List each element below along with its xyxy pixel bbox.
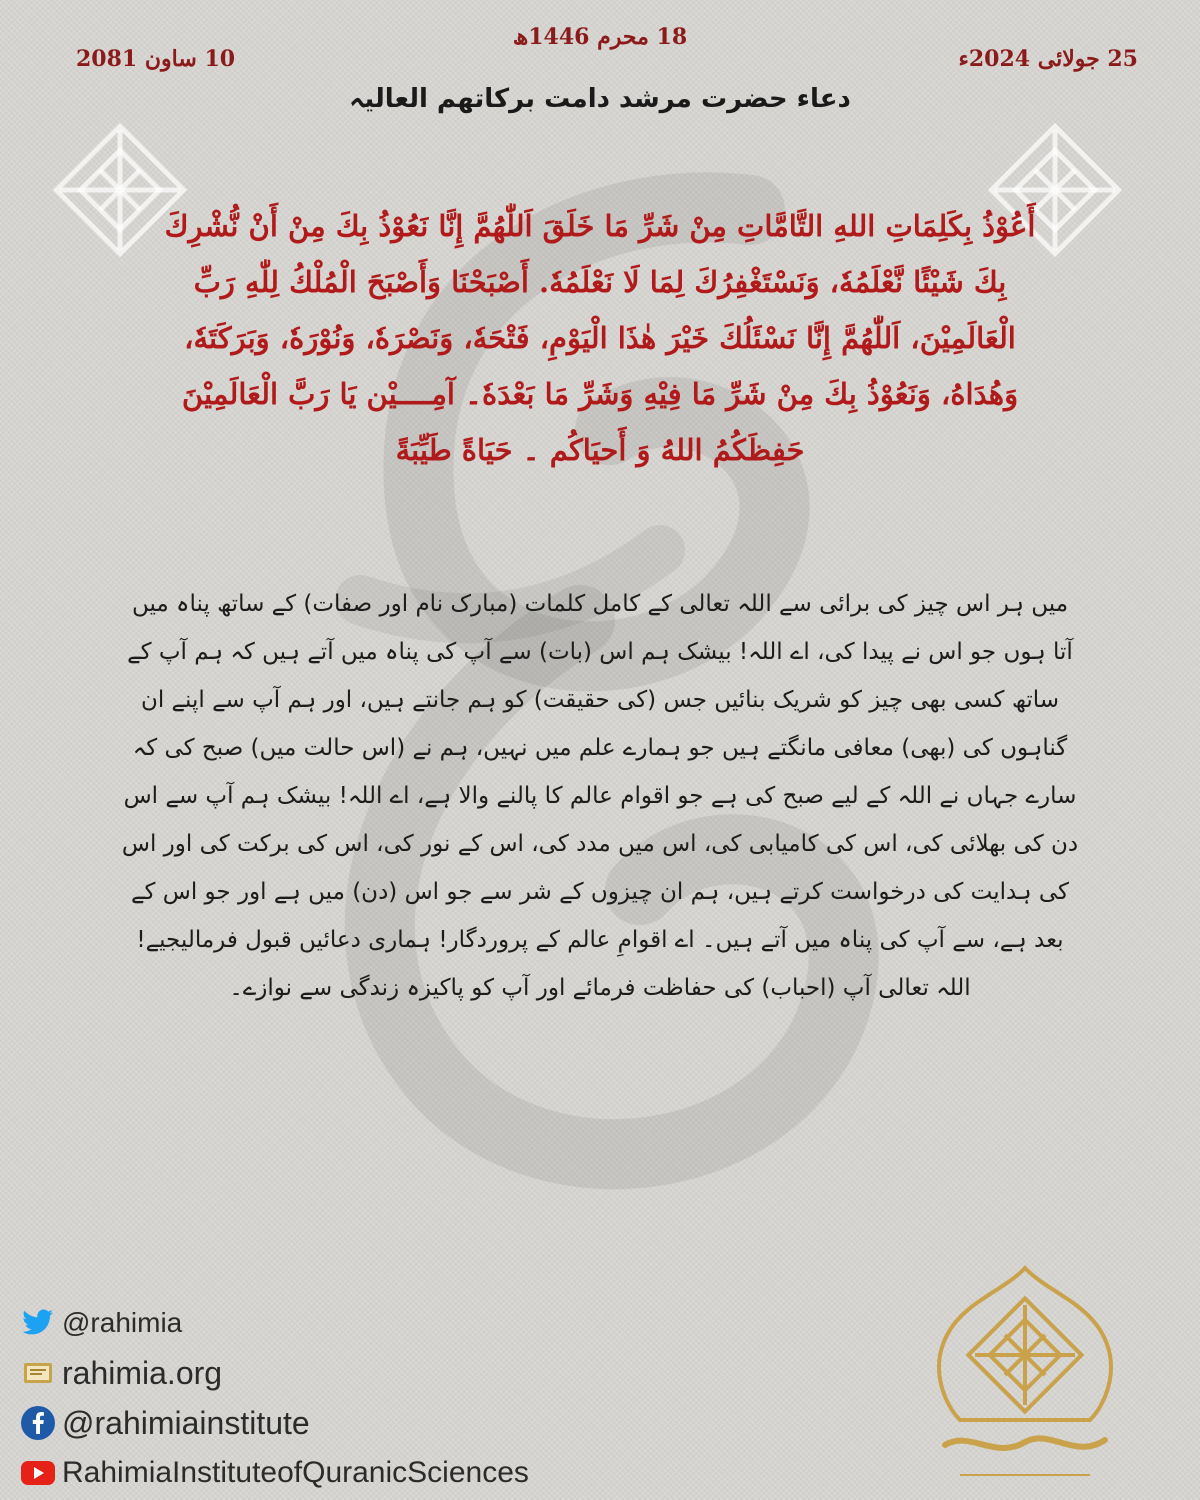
twitter-icon xyxy=(20,1305,56,1341)
youtube-icon xyxy=(20,1455,56,1491)
dua-arabic-text: أَعُوْذُ بِكَلِمَاتِ اللهِ التَّامَّاتِ مِنْ شَرِّ مَا خَلَقَ اَللّٰهُمَّ إِنَّا نَعُوْذُ بِكَ مِنْ أَنْ نُّشْرِكَ بِكَ شَيْئًا نَّعْلَمُهٗ، وَنَسْتَغْفِرُكَ لِمَا لَا نَعْلَمُهٗ. أَصْبَحْنَا وَأَصْبَحَ الْمُلْكُ لِلّٰهِ رَبِّ الْعَالَمِيْنَ، اَللّٰهُمَّ إِنَّا نَسْئَلُكَ خَيْرَ هٰذَا الْيَوْمِ، فَتْحَهٗ، وَنَصْرَهٗ، وَنُوْرَهٗ، وَبَرَكَتَهٗ، وَهُدَاهُ، وَنَعُوْذُ بِكَ مِنْ شَرِّ مَا فِيْهِ وَشَرِّ مَا بَعْدَهٗ۔ آمِــــيْن يَا رَبَّ الْعَالَمِيْنَ حَفِظَكُمُ اللهُ وَ أَحيَاكُم ۔ حَيَاةً طَيِّبَةً xyxy=(164,209,1036,467)
web-icon xyxy=(20,1355,56,1391)
website-link[interactable] xyxy=(20,1350,720,1396)
social-links xyxy=(20,1300,720,1500)
gregorian-date: 25 جولائی 2024ء xyxy=(958,46,1138,72)
rahimia-logo xyxy=(900,1260,1150,1495)
website-url: rahimia.org xyxy=(62,1354,223,1391)
bikrami-date: 10 ساون 2081 xyxy=(76,46,236,72)
twitter-link[interactable] xyxy=(20,1300,720,1346)
facebook-icon xyxy=(20,1405,56,1441)
facebook-link[interactable] xyxy=(20,1400,720,1446)
twitter-handle: @rahimia xyxy=(62,1307,183,1338)
youtube-link[interactable] xyxy=(20,1450,720,1496)
youtube-channel: RahimiaInstituteofQuranicSciences xyxy=(62,1456,529,1489)
dua-urdu-translation: میں ہر اس چیز کی برائی سے اللہ تعالی کے کامل کلمات (مبارک نام اور صفات) کے ساتھ پناہ میں آتا ہوں جو اس نے پیدا کی، اے اللہ! بیشک ہم اس (بات) سے آپ کی پناہ میں آتے ہیں کہ ہم آپ کے ساتھ کسی بھی چیز کو شریک بنائیں جس (کی حقیقت) کو ہم جانتے ہیں، اور ہم آپ سے اپنے ان گناہوں کی (بھی) معافی مانگتے ہیں جو ہمارے علم میں نہیں، ہم نے (اس حالت میں) صبح کی کہ سارے جہاں نے اللہ کے لیے صبح کی ہے جو اقوام عالم کا پالنے والا ہے، اے اللہ! بیشک ہم آپ سے اس دن کی بھلائی کی، اس کی کامیابی کی، اس میں مدد کی، اس کے نور کی، اس کی برکت کی اور اس کی ہدایت کی درخواست کرتے ہیں، ہم ان چیزوں کے شر سے جو اس (دن) میں ہے اور جو اس کے بعد ہے، سے آپ کی پناہ میں آتے ہیں۔ اے اقوامِ عالم کے پروردگار! ہماری دعائیں قبول فرمالیجیے! اللہ تعالی آپ (احباب) کی حفاظت فرمائے اور آپ کو پاکیزہ زندگی سے نوازے۔ xyxy=(121,591,1079,1001)
hijri-date: 18 محرم 1446ھ xyxy=(512,24,688,50)
page-title: دعاء حضرت مرشد دامت برکاتھم العالیہ xyxy=(349,84,851,114)
facebook-handle: @rahimiainstitute xyxy=(62,1404,310,1441)
